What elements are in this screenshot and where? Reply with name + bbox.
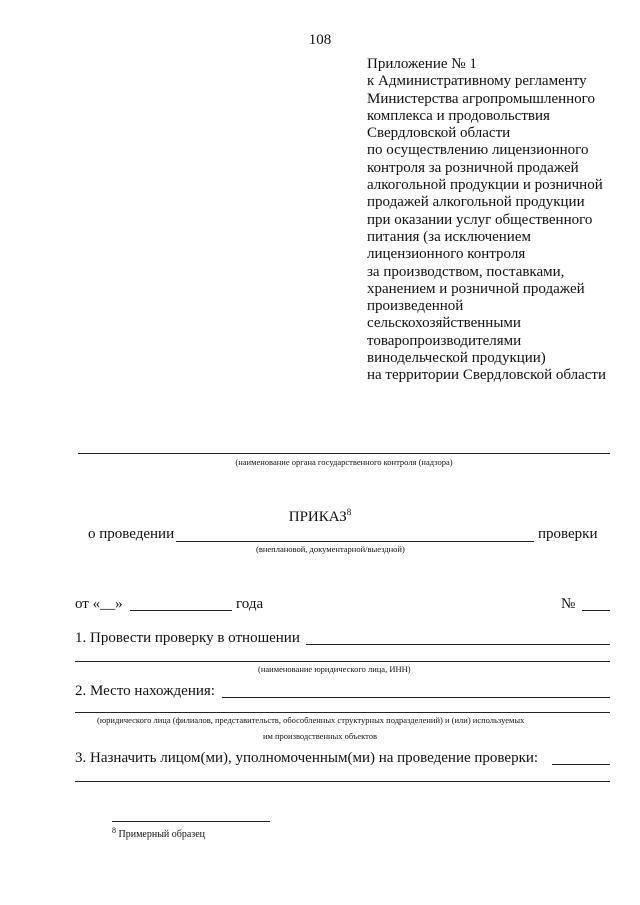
appendix-line: питания (за исключением: [367, 228, 531, 245]
appendix-line: на территории Свердловской области: [367, 367, 607, 384]
date-line: [130, 610, 232, 611]
item2-line2: [75, 712, 610, 713]
footnote-text: Примерный образец: [118, 829, 206, 840]
conduct-prefix: о проведении: [88, 526, 175, 542]
number-label: №: [561, 596, 576, 612]
item1-caption: (наименование юридического лица, ИНН): [258, 664, 411, 674]
item2-label: 2. Место нахождения:: [75, 683, 215, 699]
appendix-line: сельскохозяйственными: [367, 315, 521, 332]
appendix-line: по осуществлению лицензионного: [367, 142, 589, 159]
footnote-separator: [112, 821, 270, 822]
item3-line: [552, 764, 610, 765]
appendix-line: за производством, поставками,: [367, 263, 565, 280]
footnote-mark: 8: [112, 826, 116, 835]
item1-line: [306, 644, 610, 645]
order-title-text: ПРИКАЗ: [288, 509, 347, 525]
appendix-line: винодельческой продукции): [367, 350, 546, 367]
date-prefix: от «__»: [75, 596, 123, 612]
inspection-type-line: [176, 541, 534, 542]
appendix-line: лицензионного контроля: [367, 246, 526, 263]
authority-caption: (наименование органа государственного контроля (надзора): [235, 457, 453, 467]
item2-line: [222, 697, 610, 698]
appendix-header: [367, 56, 606, 385]
authority-line: [78, 453, 610, 454]
item1-line2: [75, 661, 610, 662]
order-title: [0, 507, 640, 526]
footnote-ref: 8: [346, 507, 352, 517]
appendix-line: контроля за розничной продажей: [367, 159, 579, 176]
appendix-line: произведенной: [367, 298, 464, 315]
appendix-line: товаропроизводителями: [367, 332, 522, 349]
item2-caption-line2: им производственных объектов: [262, 731, 378, 741]
appendix-line: Приложение № 1: [367, 56, 477, 72]
inspection-type-caption: (внеплановой, документарной/выездной): [256, 544, 405, 554]
item2-caption-line1: (юридического лица (филиалов, представительств, обособленных структурных подразделений) и (или) используемых: [97, 715, 525, 725]
date-suffix: года: [236, 596, 264, 612]
conduct-suffix: проверки: [538, 526, 598, 542]
item1-label: 1. Провести проверку в отношении: [75, 630, 300, 646]
appendix-line: при оказании услуг общественного: [367, 211, 593, 228]
item3-line2: [75, 781, 610, 782]
number-line: [582, 610, 610, 611]
appendix-line: комплекса и продовольствия: [367, 107, 550, 124]
appendix-line: алкогольной продукции и розничной: [367, 177, 603, 194]
appendix-line: Свердловской области: [367, 125, 511, 142]
appendix-line: хранением и розничной продажей: [367, 280, 585, 297]
appendix-line: продажей алкогольной продукции: [367, 194, 585, 211]
footnote: [112, 826, 205, 840]
appendix-line: Министерства агропромышленного: [367, 90, 595, 107]
appendix-line: к Административному регламенту: [367, 73, 587, 90]
page-number: 108: [308, 32, 332, 48]
item3-label: 3. Назначить лицом(ми), уполномоченным(ми) на проведение проверки:: [75, 750, 539, 766]
